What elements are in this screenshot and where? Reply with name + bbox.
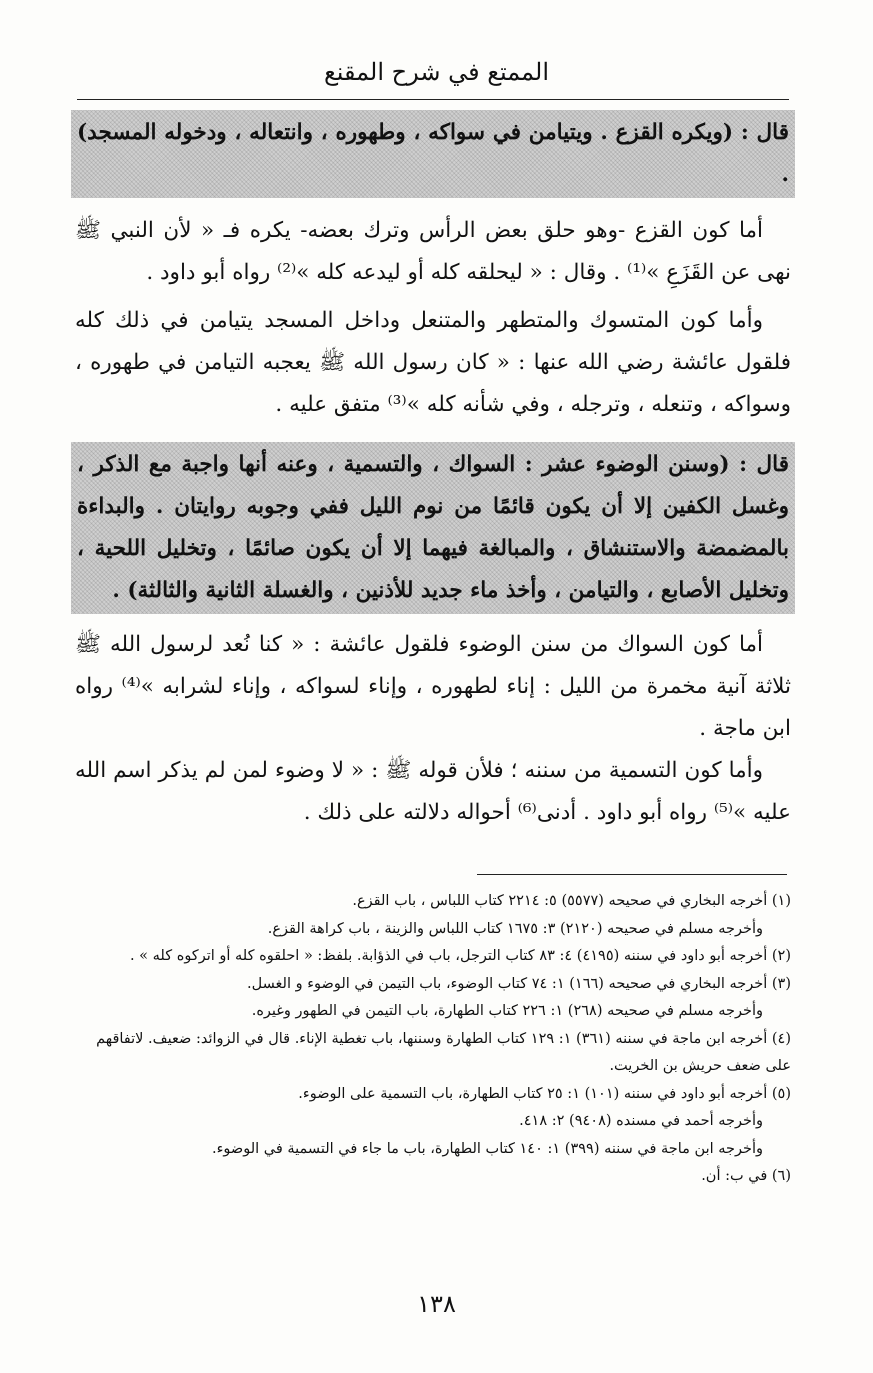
main-text [75,110,791,834]
page-number: ١٣٨ [417,1290,456,1318]
sharh-paragraph: أما كون السواك من سنن الوضوء فلقول عائشة : « كنا نُعد لرسول الله ﷺ ثلاثة آنية مخمرة من الليل : إناء لطهوره ، وإناء لسواكه ، وإناء لشرابه »⁽⁴⁾ رواه ابن ماجة . [75,632,791,741]
footnote-line: (٦) في ب: أن. [701,1168,791,1184]
footnote-line: وأخرجه مسلم في صحيحه (٢٦٨) ١: ٢٢٦ كتاب الطهارة، باب التيمن في الطهور وغيره. [251,1003,763,1019]
running-head-title: الممتع في شرح المقنع [324,58,549,86]
footnote-line: وأخرجه ابن ماجة في سننه (٣٩٩) ١: ١٤٠ كتاب الطهارة، باب ما جاء في التسمية في الوضوء. [211,1140,763,1157]
sharh-paragraph: أما كون القزع -وهو حلق بعض الرأس وترك بعضه- يكره فـ « لأن النبي ﷺ نهى عن القَزَعِ »⁽¹⁾ . وقال : « ليحلقه كله أو ليدعه كله »⁽²⁾ رواه أبو داود . [75,218,791,285]
header-rule [77,99,789,100]
matn-paragraph: قال : (وسنن الوضوء عشر : السواك ، والتسمية ، وعنه أنها واجبة مع الذكر ، وغسل الكفين إلا أن يكون قائمًا من نوم الليل ففي وجوبه روايتان . والبداءة بالمضمضة والاستنشاق ، والمبالغة فيهما إلا أن يكون صائمًا ، وتخليل اللحية ، وتخليل الأصابع ، والتيامن ، وأخذ ماء جديد للأذنين ، والغسلة الثانية والثالثة) . [71,442,795,614]
footnote-rule [477,874,787,875]
footnote-line: (١) أخرجه البخاري في صحيحه (٥٥٧٧) ٥: ٢٢١٤ كتاب اللباس ، باب القزع. [352,893,791,909]
footnote-line: وأخرجه مسلم في صحيحه (٢١٢٠) ٣: ١٦٧٥ كتاب اللباس والزينة ، باب كراهة القزع. [267,920,763,937]
footnote-line: (٢) أخرجه أبو داود في سننه (٤١٩٥) ٤: ٨٣ كتاب الترجل، باب في الذؤابة. بلفظ: « احلقوه كله أو اتركوه كله » . [129,948,791,964]
footnotes [75,888,791,1191]
sharh-paragraph: وأما كون المتسوك والمتطهر والمتنعل وداخل المسجد يتيامن في ذلك كله فلقول عائشة رضي الله عنها : « كان رسول الله ﷺ يعجبه التيامن في طهوره ، وسواكه ، وتنعله ، وترجله ، وفي شأنه كله »⁽³⁾ متفق عليه . [75,308,791,417]
footnote-line: (٣) أخرجه البخاري في صحيحه (١٦٦) ١: ٧٤ كتاب الوضوء، باب التيمن في الوضوء و الغسل. [247,975,791,992]
footnote-line: وأخرجه أحمد في مسنده (٩٤٠٨) ٢: ٤١٨. [519,1113,763,1129]
sharh-paragraph: وأما كون التسمية من سننه ؛ فلأن قوله ﷺ : « لا وضوء لمن لم يذكر اسم الله عليه »⁽⁵⁾ رواه أبو داود . أدنى⁽⁶⁾ أحواله دلالته على ذلك . [75,758,791,825]
footnote-line: (٤) أخرجه ابن ماجة في سننه (٣٦١) ١: ١٢٩ كتاب الطهارة وسننها، باب تغطية الإناء. قال في الزوائد: ضعيف. لاتفاقهم على ضعف حريش بن الخريت. [96,1030,791,1074]
footnote-line: (٥) أخرجه أبو داود في سننه (١٠١) ١: ٢٥ كتاب الطهارة، باب التسمية على الوضوء. [298,1085,791,1102]
matn-paragraph: قال : (ويكره القزع . ويتيامن في سواكه ، وطهوره ، وانتعاله ، ودخوله المسجد) . [71,110,795,198]
